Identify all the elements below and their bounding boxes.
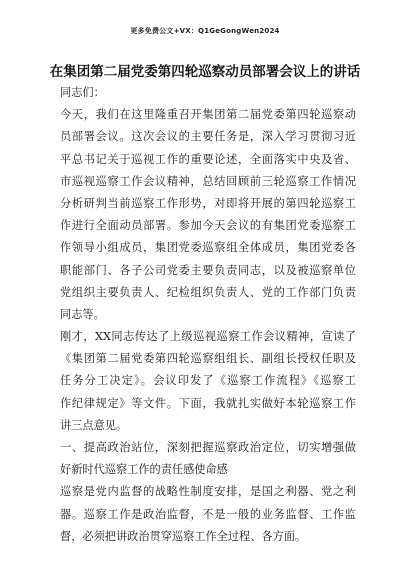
- body-line: 党组织主要负责人、纪检组织负责人、党的工作部门负责: [60, 285, 356, 299]
- speech-body: [60, 82, 356, 548]
- body-line: 今天，我们在这里隆重召开集团第二届党委第四轮巡察动: [60, 108, 356, 122]
- body-line: 刚才，XX同志传达了上级巡视巡察工作会议精神，宣读了: [60, 330, 356, 344]
- header-note: 更多免费公文+VX：Q1GeGongWen2024: [130, 27, 280, 35]
- body-line: 市巡视巡察工作会议精神，总结回顾前三轮巡察工作情况: [60, 174, 356, 188]
- body-line: 作领导小组成员，集团党委巡察组全体成员，集团党委各: [60, 241, 356, 255]
- body-line: 《集团第二届党委第四轮巡察组组长、副组长授权任职及: [60, 352, 356, 366]
- body-line: 同志们：: [60, 86, 105, 99]
- body-line: 作纪律规定》等文件。下面，我就扎实做好本轮巡察工作: [60, 396, 356, 410]
- body-line: 一、提高政治站位，深刻把握巡察政治定位，切实增强做: [60, 441, 356, 454]
- body-line: 职能部门、各子公司党委主要负责同志，以及被巡察单位: [60, 263, 356, 277]
- body-line: 作进行全面动员部署。参加今天会议的有集团党委巡察工: [60, 219, 356, 233]
- body-line: 督，必须把讲政治贯穿巡察工作全过程、各方面。: [60, 529, 307, 543]
- body-line: 巡察是党内监督的战略性制度安排，是国之利器、党之利: [60, 485, 356, 499]
- body-line: 同志等。: [60, 307, 105, 321]
- body-line: 分析研判当前巡察工作形势，对即将开展的第四轮巡察工: [60, 196, 356, 210]
- body-line: 平总书记关于巡视工作的重要论述，全面落实中央及省、: [60, 152, 356, 166]
- body-line: 器。巡察工作是政治监督，不是一般的业务监督、工作监: [60, 507, 356, 521]
- body-line: 好新时代巡察工作的责任感使命感: [60, 463, 228, 477]
- body-line: 任务分工决定》。会议印发了《巡察工作流程》《巡察工: [60, 374, 356, 388]
- document-title: 在集团第二届党委第四轮巡察动员部署会议上的讲话: [49, 64, 361, 80]
- body-line: 讲三点意见。: [60, 418, 128, 432]
- body-line: 员部署会议。这次会议的主要任务是，深入学习贯彻习近: [60, 130, 356, 144]
